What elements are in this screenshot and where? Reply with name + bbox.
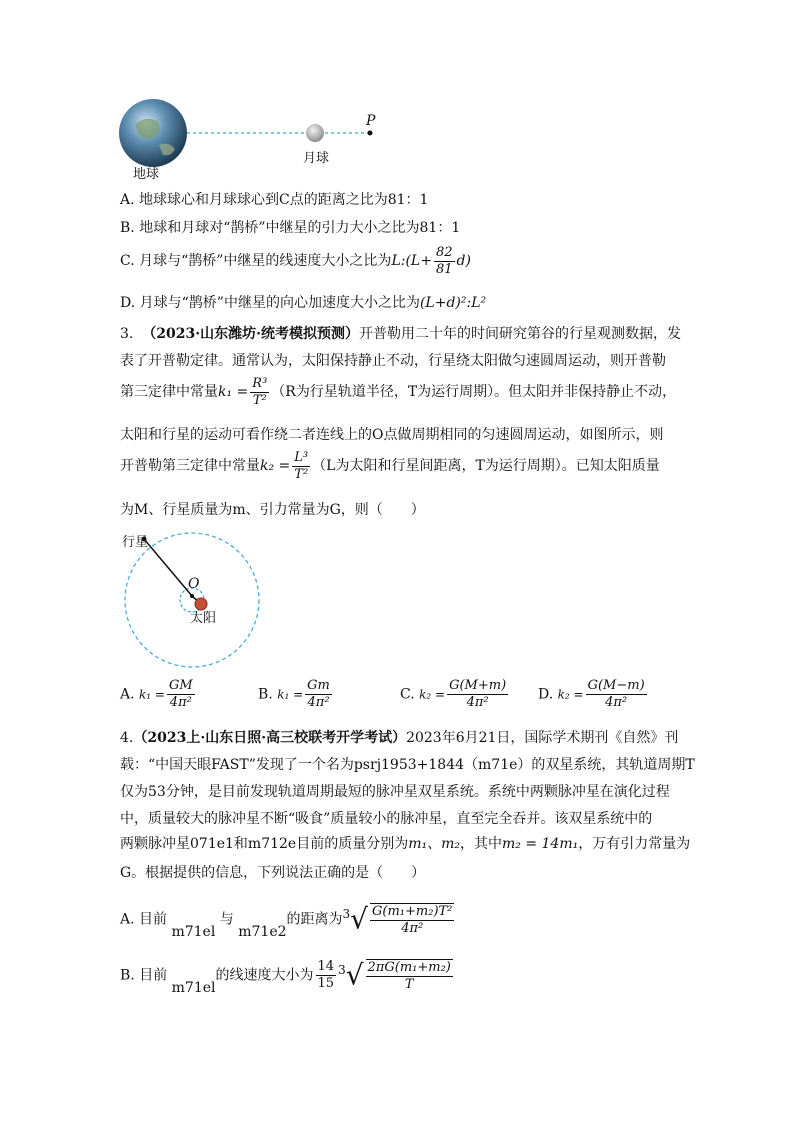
q2-option-d	[120, 293, 486, 313]
q3-source: （2023·山东潍坊·统考模拟预测）	[142, 326, 359, 342]
q4-number: 4.	[120, 730, 134, 746]
q3-k1-fraction	[250, 376, 269, 409]
q3-line5-prefix: 开普勒第三定律中常量	[120, 458, 260, 474]
q2-option-c-formula-left: L:(L+	[391, 253, 432, 269]
q4-mass-relation: m₂ = 14m₁	[501, 836, 579, 852]
q2-c-numerator: 82	[435, 244, 453, 260]
q4-line-5	[120, 834, 690, 854]
q3-option-d	[538, 678, 649, 711]
q3-option-b-fraction	[305, 678, 332, 711]
q3-option-a-fraction	[167, 678, 195, 711]
q3-option-d-fraction	[586, 678, 647, 711]
q2-option-c-text: C. 月球与“鹊桥”中继星的线速度大小之比为	[120, 253, 392, 269]
q4-line-6: G。根据提供的信息，下列说法正确的是（ ）	[120, 865, 426, 881]
q4-option-a-den: 4π²	[401, 920, 424, 936]
q3-line-4: 太阳和行星的运动可看作绕二者连线上的O点做周期相同的匀速圆周运动，如图所示，则	[120, 427, 664, 443]
q4-line5-mid: ，其中	[459, 836, 502, 852]
q3-option-b-label: B.	[258, 686, 273, 703]
q3-line-2: 表了开普勒定律。通常认为，太阳保持静止不动，行星绕太阳做匀速圆周运动，则开普勒	[120, 353, 666, 369]
q2-option-b: B. 地球和月球对“鹊桥”中继星的引力大小之比为81：1	[120, 220, 461, 236]
q2-option-c-formula-right: d)	[456, 253, 471, 269]
q4-option-a-suffix: 的距离为	[286, 911, 343, 928]
q4-option-a	[120, 892, 456, 942]
q4-option-a-num: G(m₁+m₂)T²	[372, 903, 453, 919]
point-p-label: P	[366, 113, 376, 129]
q3-line3-prefix: 第三定律中常量	[120, 384, 218, 400]
q3-k1-denominator: T²	[252, 392, 267, 408]
q4-option-b-coef-den: 15	[317, 976, 335, 992]
q2-option-c	[120, 244, 471, 278]
q3-option-c-num: G(M+m)	[449, 678, 507, 693]
q3-option-a-label: A.	[120, 686, 135, 703]
q3-line5-suffix: （L为太阳和行星间距离，T为运行周期）。已知太阳质量	[312, 458, 660, 474]
q2-c-denominator: 81	[435, 261, 453, 277]
q3-option-c-label: C.	[400, 686, 415, 703]
q3-option-b-den: 4π²	[307, 695, 330, 710]
q4-option-b-prefix: B. 目前	[120, 967, 168, 984]
q3-k2-denominator: T²	[294, 466, 309, 482]
q3-option-b-k: k₁ =	[277, 687, 304, 702]
q4-line-2: 载：“中国天眼FAST”发现了一个名为psrj1953+1844（m71e）的双星系统，其轨道周期T	[120, 757, 695, 773]
q4-option-b-coef	[316, 959, 337, 992]
q3-line-3	[120, 374, 676, 410]
q4-option-b	[120, 948, 455, 998]
q4-line-1	[120, 728, 678, 748]
q3-option-a-den: 4π²	[169, 695, 192, 710]
o-label: O	[188, 576, 200, 592]
q2-option-d-text: D. 月球与“鹊桥”中继星的向心加速度大小之比为	[120, 295, 420, 311]
q4-option-b-coef-num: 14	[317, 959, 335, 975]
q3-number: 3.	[120, 326, 134, 342]
point-p-marker	[368, 131, 373, 136]
q3-option-b	[258, 678, 334, 711]
sun-label: 太阳	[190, 611, 217, 626]
q4-source: （2023上·山东日照·高三校联考开学考试）	[133, 730, 407, 746]
q3-option-c	[400, 678, 510, 711]
q4-line5-prefix: 两颗脉冲星071e1和m712e目前的质量分别为	[120, 836, 409, 852]
q3-k1-numerator: R³	[252, 375, 268, 391]
q4-option-b-name: m71el	[171, 979, 216, 996]
q3-option-d-label: D.	[538, 686, 554, 703]
q3-option-d-k: k₂ =	[557, 687, 584, 702]
q3-option-c-den: 4π²	[466, 695, 489, 710]
q3-option-c-k: k₂ =	[419, 687, 446, 702]
center-o-dot	[190, 594, 194, 598]
q3-line3-suffix: （R为行星轨道半径，T为运行周期）。但太阳并非保持静止不动，	[271, 384, 677, 400]
q4-option-a-root-index: 3	[342, 907, 351, 921]
q3-k1: k₁ =	[218, 384, 249, 400]
q2-option-d-formula: (L+d)²:L²	[419, 295, 487, 311]
q2-option-a: A. 地球球心和月球球心到C点的距离之比为81：1	[120, 192, 429, 208]
moon-icon	[306, 124, 324, 142]
q3-k2: k₂ =	[260, 458, 291, 474]
q4-option-b-num: 2πG(m₁+m₂)	[367, 959, 451, 975]
q3-option-b-num: Gm	[307, 678, 330, 693]
q3-option-d-den: 4π²	[605, 695, 628, 710]
planet-orbit	[125, 533, 259, 667]
planet-label: 行星	[122, 535, 149, 550]
q4-option-a-name2: m71e2	[238, 923, 287, 940]
earth-label: 地球	[133, 167, 160, 182]
q4-option-a-name1: m71el	[171, 923, 216, 940]
q4-masses: m₁、m₂	[408, 836, 460, 852]
q3-line-1	[120, 324, 681, 344]
q3-line1-text: 开普勒用二十年的时间研究第谷的行星观测数据，发	[358, 326, 681, 342]
q3-option-a-k: k₁ =	[139, 687, 165, 702]
q3-k2-numerator: L³	[294, 449, 309, 465]
root-sign-icon: √	[350, 902, 369, 936]
q4-option-b-root-index: 3	[338, 963, 346, 977]
q4-line-4: 中，质量较大的脉冲星不断“吸食”质量较小的脉冲星，直至完全吞并。该双星系统中的	[120, 811, 653, 827]
q4-line1-text: 2023年6月21日，国际学术期刊《自然》刊	[406, 730, 679, 746]
q4-option-a-mid: 与	[219, 911, 234, 928]
q4-option-b-fraction	[366, 959, 453, 993]
q4-option-a-prefix: A. 目前	[120, 911, 168, 928]
q4-line5-suffix: ，万有引力常量为	[578, 836, 691, 852]
q3-option-d-num: G(M−m)	[587, 678, 645, 693]
q4-option-a-fraction	[370, 903, 454, 937]
q3-option-a-num: GM	[168, 678, 193, 693]
moon-label: 月球	[303, 151, 330, 166]
q3-line-6: 为M、行星质量为m、引力常量为G，则（ ）	[120, 502, 425, 518]
q4-option-b-den: T	[404, 976, 414, 992]
q2-option-c-fraction	[434, 245, 455, 278]
q3-k2-fraction	[292, 450, 310, 483]
q4-line-3: 仅为53分钟，是目前发现轨道周期最短的脉冲星双星系统。系统中两颗脉冲星在演化过程	[120, 784, 670, 800]
root-sign-icon: √	[345, 958, 364, 992]
q4-option-b-suffix: 的线速度大小为	[215, 967, 314, 984]
q3-line-5	[120, 448, 660, 484]
q3-option-c-fraction	[447, 678, 508, 711]
q3-option-a	[120, 678, 197, 711]
